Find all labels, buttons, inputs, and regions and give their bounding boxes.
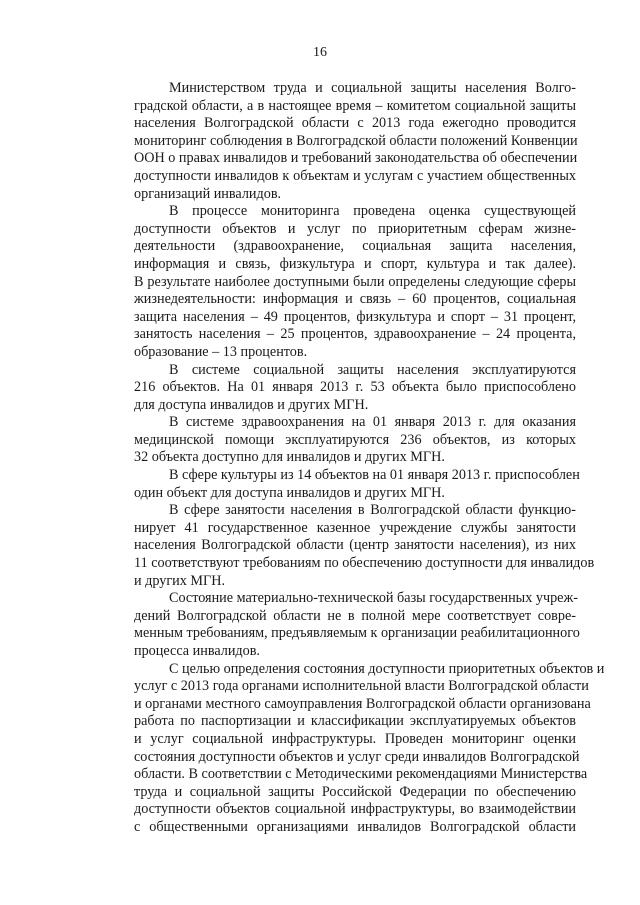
paragraph (134, 414, 576, 467)
body-text (134, 80, 605, 837)
text-line: процесса инвалидов. (134, 643, 260, 659)
text-line: В системе социальной защиты населения эксплуатируются (169, 361, 576, 378)
text-line: С целью определения состояния доступности приоритетных объектов и (169, 660, 605, 677)
text-line: Министерством труда и социальной защиты населения Волго- (169, 80, 576, 96)
paragraph (134, 362, 576, 415)
paragraph (134, 203, 576, 361)
text-line: Состояние материально-технической базы государственных учреж- (169, 590, 578, 607)
text-line: В процессе мониторинга проведена оценка существующей (169, 203, 576, 220)
text-line: доступности объектов и услуг по приоритетным сферам жизне- (134, 220, 576, 237)
text-line: В системе здравоохранения на 01 января 2013 г. для оказания (169, 414, 576, 431)
text-line: и услуг социальной инфраструктуры. Проведен мониторинг оценки (134, 730, 576, 747)
paragraph (134, 660, 605, 837)
text-line: труда и социальной защиты Российской Федерации по обеспечению (134, 783, 576, 800)
text-line: медицинской помощи эксплуатируются 236 объектов, из которых (134, 431, 576, 448)
text-line: 216 объектов. На 01 января 2013 г. 53 объекта было приспособлено (134, 379, 576, 396)
text-line: деятельности (здравоохранение, социальная защита населения, (134, 238, 576, 255)
text-line: информация и связь, физкультура и спорт, культура и так далее). (134, 255, 576, 272)
paragraph (134, 590, 580, 660)
text-line: менным требованиям, предъявляемым к организации реабилитационного (134, 625, 580, 642)
text-line: и других МГН. (134, 572, 226, 589)
text-line: образование – 13 процентов. (134, 343, 308, 360)
text-line: ООН о правах инвалидов и требований законодательства об обеспечении (134, 150, 578, 167)
text-line: занятость населения – 25 процентов, здравоохранение – 24 процента, (134, 326, 576, 343)
text-line: состояния доступности объектов и услуг среди инвалидов Волгоградской (134, 748, 580, 765)
text-line: один объект для доступа инвалидов и других МГН. (134, 484, 445, 501)
text-line: и органами местного самоуправления Волгоградской области организована (134, 695, 591, 712)
text-line: В сфере культуры из 14 объектов на 01 января 2013 г. приспособлен (169, 467, 580, 484)
text-line: защита населения – 49 процентов, физкультура и спорт – 31 процент, (134, 308, 576, 325)
text-line: градской области, а в настоящее время – комитетом социальной защиты (134, 97, 576, 114)
text-line: с общественными организациями инвалидов Волгоградской области (134, 818, 576, 835)
text-line: организаций инвалидов. (134, 185, 282, 202)
text-line: нирует 41 государственное казенное учреждение службы занятости (134, 519, 576, 536)
paragraph (134, 80, 576, 203)
text-line: В сфере занятости населения в Волгоградской области функцио- (169, 502, 576, 519)
text-line: доступности инвалидов к объектам и услугам с участием общественных (134, 167, 576, 184)
text-line: жизнедеятельности: информация и связь – 60 процентов, социальная (134, 291, 576, 308)
text-line: населения Волгоградской области (центр занятости населения), из них (134, 537, 576, 554)
text-line: работа по паспортизации и классификации эксплуатируемых объектов (134, 713, 576, 730)
page-number: 16 (313, 45, 327, 60)
paragraph (134, 502, 595, 590)
text-line: дений Волгоградской области не в полной мере соответствует совре- (134, 607, 576, 624)
text-line: доступности объектов социальной инфраструктуры, во взаимодействии (134, 801, 576, 818)
paragraph (134, 467, 580, 502)
text-line: услуг с 2013 года органами исполнительной власти Волгоградской области (134, 678, 589, 695)
text-line: для доступа инвалидов и других МГН. (134, 396, 369, 413)
text-line: 11 соответствуют требованиям по обеспечению доступности для инвалидов (134, 555, 595, 572)
text-line: мониторинг соблюдения в Волгоградской области положений Конвенции (134, 132, 578, 149)
text-line: 32 объекта доступно для инвалидов и других МГН. (134, 449, 445, 466)
text-line: населения Волгоградской области с 2013 года ежегодно проводится (134, 115, 576, 132)
text-line: области. В соответствии с Методическими рекомендациями Министерства (134, 766, 588, 783)
text-line: В результате наиболее доступными были определены следующие сферы (134, 273, 576, 290)
